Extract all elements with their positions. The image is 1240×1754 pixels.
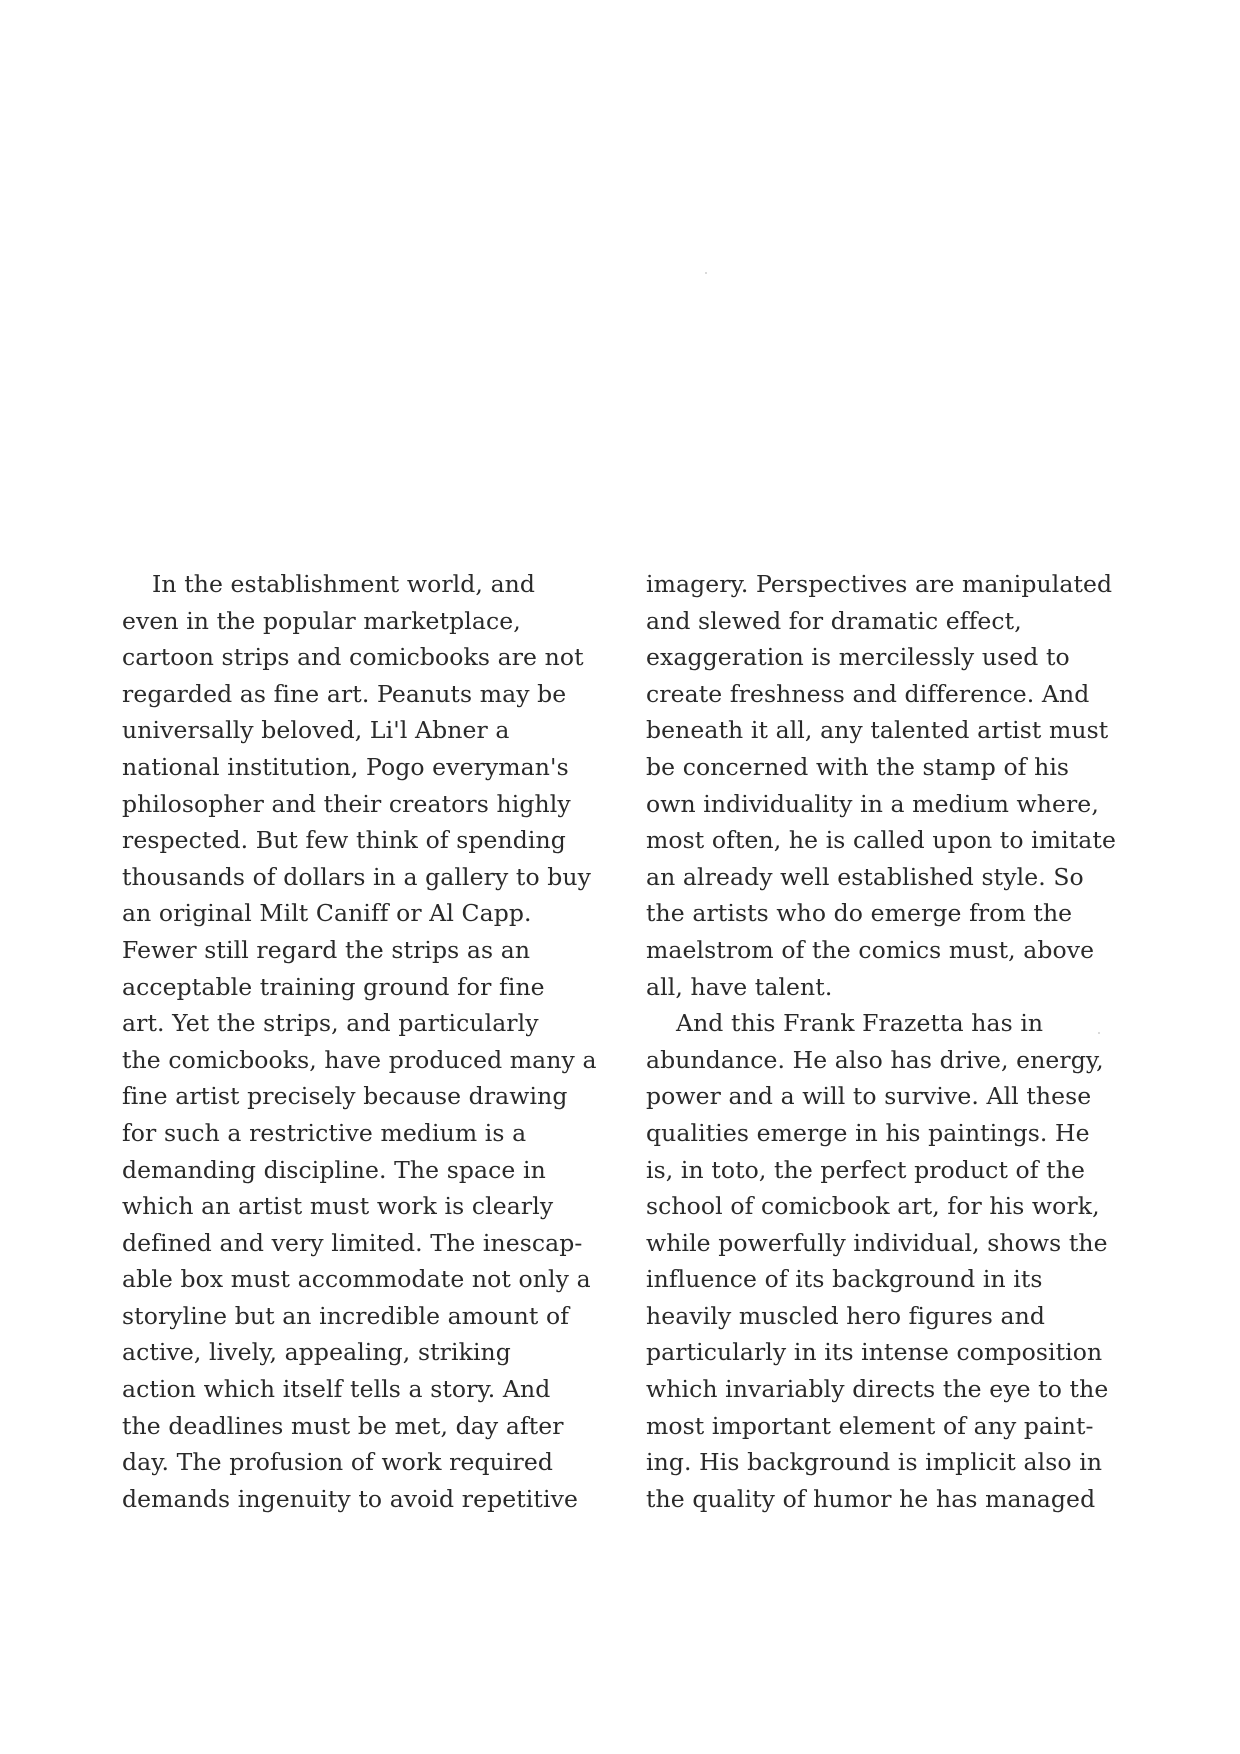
text-line: Fewer still regard the strips as an <box>122 935 531 964</box>
text-line: be concerned with the stamp of his <box>646 752 1070 781</box>
text-line: regarded as fine art. Peanuts may be <box>122 679 567 708</box>
text-line: the deadlines must be met, day after <box>122 1411 564 1440</box>
text-line: beneath it all, any talented artist must <box>646 716 1109 745</box>
text-line: defined and very limited. The inescap- <box>122 1228 583 1257</box>
text-line: is, in toto, the perfect product of the <box>646 1155 1085 1184</box>
text-line: art. Yet the strips, and particularly <box>122 1009 539 1038</box>
text-line: philosopher and their creators highly <box>122 789 571 818</box>
text-line: the artists who do emerge from the <box>646 899 1073 928</box>
text-line: ing. His background is implicit also in <box>646 1448 1103 1477</box>
text-line: most important element of any paint- <box>646 1411 1094 1440</box>
text-line: create freshness and difference. And <box>646 679 1090 708</box>
text-line: acceptable training ground for fine <box>122 972 545 1001</box>
text-line: day. The profusion of work required <box>122 1448 553 1477</box>
text-line: In the establishment world, and <box>152 570 536 598</box>
text-line: national institution, Pogo everyman's <box>122 752 569 781</box>
text-line: influence of its background in its <box>646 1265 1043 1294</box>
text-line: thousands of dollars in a gallery to buy <box>122 862 592 891</box>
text-line: own individuality in a medium where, <box>646 789 1099 818</box>
text-line: even in the popular marketplace, <box>122 606 521 635</box>
text-line: fine artist precisely because drawing <box>122 1082 568 1111</box>
text-line: qualities emerge in his paintings. He <box>646 1118 1090 1147</box>
text-line: respected. But few think of spending <box>122 826 566 855</box>
text-line: maelstrom of the comics must, above <box>646 935 1095 964</box>
text-column-right <box>646 566 1116 1517</box>
text-line: which invariably directs the eye to the <box>646 1375 1109 1404</box>
text-line: demands ingenuity to avoid repetitive <box>122 1484 578 1513</box>
text-line: most often, he is called upon to imitate <box>646 826 1116 855</box>
text-line: action which itself tells a story. And <box>122 1375 551 1404</box>
text-line: storyline but an incredible amount of <box>122 1301 570 1330</box>
text-line: And this Frank Frazetta has in <box>676 1009 1044 1038</box>
scan-speck <box>705 272 707 274</box>
text-line: exaggeration is mercilessly used to <box>646 643 1070 672</box>
text-line: and slewed for dramatic effect, <box>646 606 1022 635</box>
text-line: universally beloved, Li'l Abner a <box>122 716 510 745</box>
text-line: particularly in its intense composition <box>646 1338 1103 1367</box>
text-line: power and a will to survive. All these <box>646 1082 1092 1111</box>
text-line: an already well established style. So <box>646 862 1084 891</box>
text-line: active, lively, appealing, striking <box>122 1338 511 1367</box>
text-line: imagery. Perspectives are manipulated <box>646 570 1113 598</box>
text-line: which an artist must work is clearly <box>122 1192 554 1221</box>
text-line: cartoon strips and comicbooks are not <box>122 643 584 672</box>
text-line: abundance. He also has drive, energy, <box>646 1045 1104 1074</box>
text-line: while powerfully individual, shows the <box>646 1228 1108 1257</box>
text-line: demanding discipline. The space in <box>122 1155 546 1184</box>
text-line: the comicbooks, have produced many a <box>122 1045 597 1074</box>
text-line: able box must accommodate not only a <box>122 1265 591 1294</box>
text-line: for such a restrictive medium is a <box>122 1118 527 1147</box>
text-line: heavily muscled hero figures and <box>646 1301 1046 1330</box>
text-line: school of comicbook art, for his work, <box>646 1192 1100 1221</box>
text-line: the quality of humor he has managed <box>646 1484 1096 1513</box>
text-column-left <box>122 566 597 1517</box>
text-line: an original Milt Caniff or Al Capp. <box>122 899 532 928</box>
text-line: all, have talent. <box>646 972 833 1001</box>
